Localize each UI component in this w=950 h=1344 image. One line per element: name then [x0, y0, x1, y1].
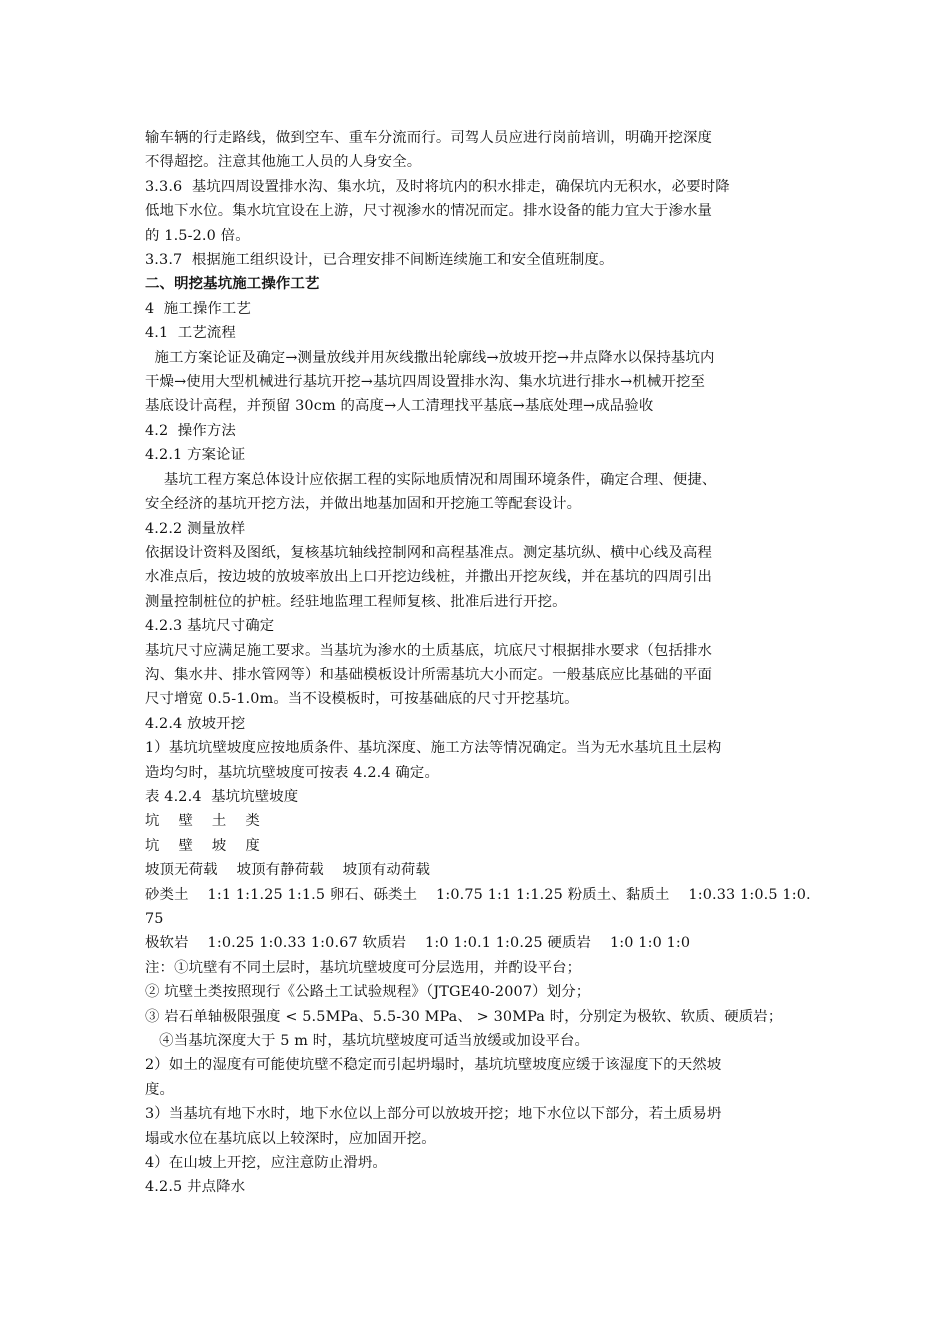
text-line: 2）如土的湿度有可能使坑壁不稳定而引起坍塌时，基坑坑壁坡度应缓于该湿度下的天然坡	[145, 1057, 722, 1074]
text-line: 施工方案论证及确定→测量放线并用灰线撒出轮廓线→放坡开挖→井点降水以保持基坑内	[145, 349, 715, 366]
text-line: 砂类土 1:1 1:1.25 1:1.5 卵石、砾类土 1:0.75 1:1 1:1.25 粉质土、黏质土 1:0.33 1:0.5 1:0.	[145, 886, 811, 903]
section-heading: 二、明挖基坑施工操作工艺	[145, 275, 320, 293]
text-line: 3.3.7 根据施工组织设计，已合理安排不间断连续施工和安全值班制度。	[145, 252, 614, 269]
text-line: 4 施工操作工艺	[145, 300, 251, 317]
text-line: 4.1 工艺流程	[145, 325, 236, 342]
text-line: 测量控制桩位的护桩。经驻地监理工程师复核、批准后进行开挖。	[145, 593, 567, 610]
text-line: 安全经济的基坑开挖方法，并做出地基加固和开挖施工等配套设计。	[145, 496, 582, 513]
text-line: 3）当基坑有地下水时，地下水位以上部分可以放坡开挖；地下水位以下部分，若土质易坍	[145, 1106, 722, 1123]
text-line: 3.3.6 基坑四周设置排水沟、集水坑，及时将坑内的积水排走，确保坑内无积水，必要时降	[145, 178, 730, 195]
text-line: 基底设计高程，并预留 30cm 的高度→人工清理找平基底→基底处理→成品验收	[145, 398, 654, 415]
text-line: 依据设计资料及图纸，复核基坑轴线控制网和高程基准点。测定基坑纵、横中心线及高程	[145, 544, 713, 561]
text-line: 4.2.1 方案论证	[145, 447, 246, 464]
text-line: 不得超挖。注意其他施工人员的人身安全。	[145, 154, 422, 171]
text-line: 表 4.2.4 基坑坑壁坡度	[145, 788, 299, 805]
text-line: 极软岩 1:0.25 1:0.33 1:0.67 软质岩 1:0 1:0.1 1:0.25 硬质岩 1:0 1:0 1:0	[145, 935, 691, 952]
text-line: 输车辆的行走路线，做到空车、重车分流而行。司驾人员应进行岗前培训，明确开挖深度	[145, 130, 713, 146]
text-line: 4.2.3 基坑尺寸确定	[145, 618, 275, 635]
text-line: 干燥→使用大型机械进行基坑开挖→基坑四周设置排水沟、集水坑进行排水→机械开挖至	[145, 374, 706, 391]
text-line: 4）在山坡上开挖，应注意防止滑坍。	[145, 1155, 387, 1172]
text-line: 塌或水位在基坑底以上较深时，应加固开挖。	[145, 1130, 436, 1147]
text-line: 75	[145, 911, 164, 927]
text-line: 度。	[145, 1081, 175, 1098]
text-line: ② 坑壁土类按照现行《公路土工试验规程》（JTGE40-2007）划分；	[145, 984, 591, 1001]
text-line: 造均匀时，基坑坑壁坡度可按表 4.2.4 确定。	[145, 764, 440, 781]
text-line: ③ 岩石单轴极限强度 < 5.5MPa、5.5-30 MPa、 > 30MPa 时，分别定为极软、软质、硬质岩；	[145, 1008, 783, 1025]
text-line: 坡顶无荷载 坡顶有静荷载 坡顶有动荷载	[145, 862, 430, 879]
text-line: 沟、集水井、排水管网等）和基础模板设计所需基坑大小而定。一般基底应比基础的平面	[145, 666, 713, 683]
text-line: 4.2.5 井点降水	[145, 1179, 246, 1196]
text-line: 基坑工程方案总体设计应依据工程的实际地质情况和周围环境条件，确定合理、便捷、	[145, 471, 717, 488]
document-body	[145, 126, 817, 1200]
text-line: 的 1.5-2.0 倍。	[145, 227, 250, 244]
text-line: 1）基坑坑壁坡度应按地质条件、基坑深度、施工方法等情况确定。当为无水基坑且土层构	[145, 740, 722, 757]
text-line: 坑 壁 坡 度	[145, 837, 260, 854]
text-line: 低地下水位。集水坑宜设在上游，尺寸视渗水的情况而定。排水设备的能力宜大于渗水量	[145, 203, 713, 220]
text-line: 尺寸增宽 0.5-1.0m。当不设模板时，可按基础底的尺寸开挖基坑。	[145, 691, 579, 708]
text-line: 坑 壁 土 类	[145, 813, 260, 830]
text-line: 4.2.4 放坡开挖	[145, 715, 246, 732]
text-line: 水准点后，按边坡的放坡率放出上口开挖边线桩，并撒出开挖灰线，并在基坑的四周引出	[145, 569, 713, 586]
text-line: 基坑尺寸应满足施工要求。当基坑为渗水的土质基底，坑底尺寸根据排水要求（包括排水	[145, 642, 713, 659]
text-line: 4.2.2 测量放样	[145, 520, 246, 537]
text-line: ④当基坑深度大于 5 m 时，基坑坑壁坡度可适当放缓或加设平台。	[145, 1033, 590, 1050]
text-line: 注：①坑壁有不同土层时，基坑坑壁坡度可分层选用，并酌设平台；	[145, 959, 582, 976]
text-line: 4.2 操作方法	[145, 422, 236, 439]
